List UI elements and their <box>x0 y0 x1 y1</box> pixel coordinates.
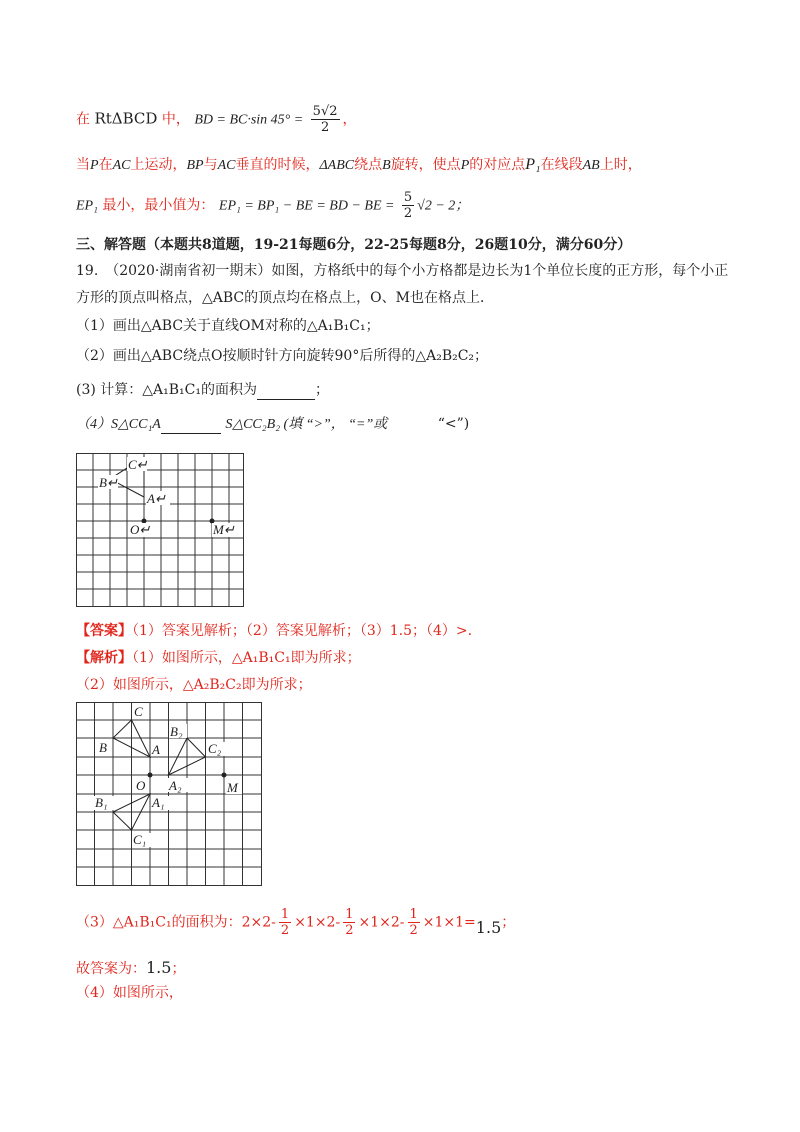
label-c: C <box>134 704 143 719</box>
label-m: M↵ <box>213 522 235 537</box>
fraction-half: $\frac{1}{2}$ <box>345 907 354 938</box>
label-a1: A₁ <box>152 795 165 810</box>
grid-figure-1 <box>76 453 244 607</box>
label-o: O↵ <box>130 522 151 537</box>
analysis-line-1: 【解析】（1）如图所示，△A₁B₁C₁即为所求； <box>76 650 361 666</box>
answer-blank <box>257 382 315 400</box>
subquestion-1: （1）画出△ABC关于直线OM对称的△A₁B₁C₁； <box>76 318 380 334</box>
subquestion-2: （2）画出△ABC绕点O按顺时针方向旋转90°后所得的△A₂B₂C₂； <box>76 348 489 364</box>
label-c1: C₁ <box>133 832 147 847</box>
answer-line: 【答案】（1）答案见解析；（2）答案见解析；（3）1.5；（4）>. <box>76 623 473 639</box>
subquestion-4: （4）S△CC₁A S△CC₂B₂ (填 “>”， “=”或 “<”) <box>76 416 470 432</box>
point-o <box>148 773 153 778</box>
label-m: M <box>227 780 238 795</box>
label-b1: B₁ <box>95 795 108 810</box>
label-a2: A₂ <box>169 778 182 793</box>
area-calculation: （3）△A₁B₁C₁的面积为：2×2- $\frac{1}{2}$ ×1×2- $\frac{1}{2}$ ×1×2- $\frac{1}{2}$ ×1×1=1.5； <box>76 907 516 938</box>
solution-line-2: 当P在AC上运动，BP与AC垂直的时候，ΔABC绕点B旋转，使点P的对应点P₁在线段AB上时， <box>76 156 642 173</box>
question-line-1: 19. （2020·湖南省初一期末）如图，方格纸中的每个小方格都是边长为1个单位长度的正方形，每个小正 <box>76 263 729 279</box>
subanswer-4: （4）如图所示， <box>76 985 183 1001</box>
label-a: A <box>152 742 160 757</box>
label-b2: B₂ <box>170 724 183 739</box>
answer-blank <box>161 416 221 434</box>
question-line-2: 方形的顶点叫格点，△ABC的顶点均在格点上，O、M也在格点上． <box>76 290 494 306</box>
label-a: A↵ <box>147 491 166 506</box>
fraction: $\frac{5}{2}$ <box>403 190 413 221</box>
fraction-half: $\frac{1}{2}$ <box>409 907 418 938</box>
label-c: C↵ <box>128 457 148 472</box>
solution-line-3: EP₁ 最小，最小值为： EP₁ = BP₁ − BE = BD − BE = $\frac{5}{2}$ √2 − 2； <box>76 190 470 221</box>
label-o: O <box>136 778 146 793</box>
label-c2: C₂ <box>208 741 222 756</box>
point-m <box>222 773 227 778</box>
analysis-line-2: （2）如图所示，△A₂B₂C₂即为所求； <box>76 677 312 693</box>
grid-figure-2 <box>76 702 262 886</box>
section-heading: 三、解答题（本题共8道题，19-21每题6分，22-25每题8分，26题10分，满分60分） <box>76 237 632 253</box>
fraction-half: $\frac{1}{2}$ <box>280 907 290 938</box>
fraction: $\frac{5√2}{2}$ <box>312 104 338 135</box>
label-b: B <box>99 740 107 755</box>
solution-line-1: 在 RtΔBCD 中， BD = BC·sin 45° = $\frac{5√2}{2}$ ， <box>76 104 357 135</box>
final-answer-line: 故答案为：1.5； <box>76 958 186 977</box>
label-b: B↵ <box>99 475 118 490</box>
subquestion-3: (3) 计算：△A₁B₁C₁的面积为 ； <box>76 382 329 398</box>
